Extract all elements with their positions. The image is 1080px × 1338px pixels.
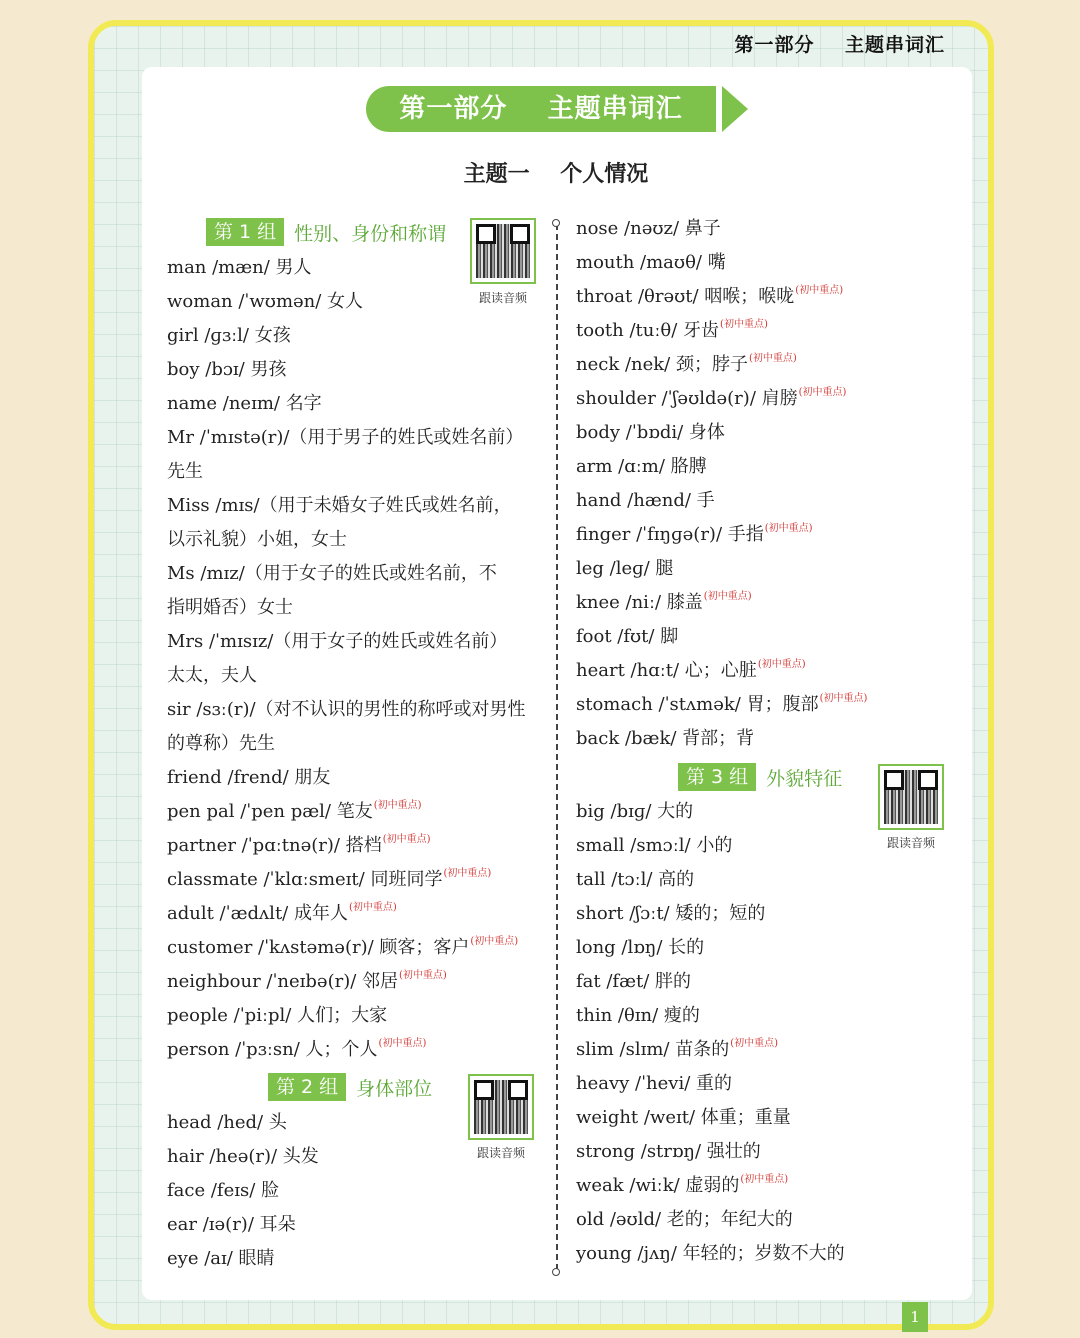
vocab-text: woman /ˈwʊmən/ 女人 [167,291,364,312]
vocab-text: girl /ɡɜːl/ 女孩 [167,325,291,346]
word-list-group-1 [167,251,526,1067]
vocab-text: sir /sɜː(r)/（对不认识的男性的称呼或对男性 [167,699,526,720]
key-point-mark: (初中重点) [382,834,431,845]
vocab-entry [576,484,867,518]
audio-qr-code-2[interactable] [468,1074,534,1140]
key-point-mark: (初中重点) [740,1174,789,1185]
vocab-text: stomach /ˈstʌmək/ 胃；腹部 [576,694,819,715]
vocab-entry [167,1242,319,1276]
vocab-entry [576,382,867,416]
vocab-text: 的尊称）先生 [167,733,275,754]
key-point-mark: (初中重点) [795,285,844,296]
vocab-entry [167,285,526,319]
vocab-text: heart /hɑːt/ 心；心脏 [576,660,757,681]
vocab-text: 太太，夫人 [167,665,257,686]
vocab-entry [167,999,526,1033]
vocab-text: arm /ɑːm/ 胳膊 [576,456,707,477]
vocab-entry [167,523,526,557]
vocab-entry [576,722,867,756]
vocab-entry [167,795,526,829]
vocab-text: body /ˈbɒdi/ 身体 [576,422,725,443]
vocab-entry [167,455,526,489]
key-point-mark: (初中重点) [443,868,492,879]
vocab-text: Mr /ˈmɪstə(r)/（用于男子的姓氏或姓名前） [167,427,524,448]
divider-top-dot-icon [552,219,560,227]
vocab-text: 先生 [167,461,203,482]
vocab-entry [167,1033,526,1067]
vocab-text: thin /θɪn/ 瘦的 [576,1005,700,1026]
vocab-text: tooth /tuːθ/ 牙齿 [576,320,720,341]
vocab-text: hair /heə(r)/ 头发 [167,1146,319,1167]
vocab-text: weak /wiːk/ 虚弱的 [576,1175,740,1196]
vocab-entry [576,314,867,348]
vocab-text: hand /hænd/ 手 [576,490,715,511]
vocab-text: customer /ˈkʌstəmə(r)/ 顾客；客户 [167,937,470,958]
qr-code-icon [474,1080,528,1134]
vocab-text: friend /frend/ 朋友 [167,767,331,788]
part-banner: 第一部分 主题串词汇 [366,86,716,132]
vocab-entry [167,659,526,693]
vocab-entry [576,931,845,965]
vocab-text: man /mæn/ 男人 [167,257,312,278]
vocab-entry [576,586,867,620]
vocab-entry [167,387,526,421]
banner-arrow-icon [722,86,748,132]
key-point-mark: (初中重点) [378,1038,427,1049]
page-number: 1 [902,1302,928,1332]
group-title: 身体部位 [356,1077,433,1100]
vocab-text: boy /bɔɪ/ 男孩 [167,359,287,380]
qr-caption: 跟读音频 [476,1146,525,1160]
vocab-entry [576,518,867,552]
key-point-mark: (初中重点) [348,902,397,913]
vocab-entry [167,353,526,387]
vocab-text: throat /θrəʊt/ 咽喉；喉咙 [576,286,795,307]
vocab-text: strong /strɒŋ/ 强壮的 [576,1141,761,1162]
qr-caption: 跟读音频 [478,291,527,305]
vocab-entry [167,319,526,353]
vocab-entry [167,897,526,931]
vocab-text: fat /fæt/ 胖的 [576,971,692,992]
vocab-entry [167,557,526,591]
vocab-entry [576,450,867,484]
key-point-mark: (初中重点) [703,591,752,602]
vocab-entry [576,552,867,586]
key-point-mark: (初中重点) [399,970,447,981]
vocab-entry [576,1101,845,1135]
running-head: 第一部分 主题串词汇 [734,34,945,56]
word-list-group-2 [167,1106,319,1276]
vocab-text: head /hed/ 头 [167,1112,287,1133]
vocab-text: tall /tɔːl/ 高的 [576,869,695,890]
vocab-text: eye /aɪ/ 眼睛 [167,1248,275,1269]
vocab-entry [576,1067,845,1101]
vocab-entry [167,251,526,285]
key-point-mark: (初中重点) [757,659,806,670]
vocab-entry [576,212,867,246]
vocab-text: ear /ɪə(r)/ 耳朵 [167,1214,296,1235]
qr-code-icon [884,770,938,824]
vocab-entry [576,795,845,829]
vocab-entry [576,620,867,654]
vocab-entry [576,965,845,999]
vocab-text: heavy /ˈhevi/ 重的 [576,1073,733,1094]
group-tag: 第 3 组 [678,763,756,791]
vocab-entry [167,1174,319,1208]
group-tag: 第 2 组 [268,1073,346,1101]
vocab-text: big /bɪɡ/ 大的 [576,801,694,822]
vocab-text: leg /leɡ/ 腿 [576,558,674,579]
vocab-entry [576,654,867,688]
vocab-text: name /neɪm/ 名字 [167,393,322,414]
vocab-entry [167,863,526,897]
key-point-mark: (初中重点) [730,1038,779,1049]
group-title: 外貌特征 [766,767,843,790]
vocab-text: foot /fʊt/ 脚 [576,626,679,647]
qr-caption: 跟读音频 [886,836,935,850]
vocab-text: people /ˈpiːpl/ 人们；大家 [167,1005,388,1026]
vocab-entry [576,897,845,931]
vocab-text: adult /ˈædʌlt/ 成年人 [167,903,348,924]
vocab-text: old /əʊld/ 老的；年纪大的 [576,1209,793,1230]
vocab-text: Mrs /ˈmɪsɪz/（用于女子的姓氏或姓名前） [167,631,508,652]
vocab-text: nose /nəʊz/ 鼻子 [576,218,721,239]
vocab-entry [167,421,526,455]
vocab-entry [576,999,845,1033]
vocab-text: Miss /mɪs/（用于未婚女子姓氏或姓名前， [167,495,512,516]
vocab-text: Ms /mɪz/（用于女子的姓氏或姓名前，不 [167,563,497,584]
vocab-entry [576,348,867,382]
key-point-mark: (初中重点) [470,936,519,947]
vocab-entry [167,1106,319,1140]
vocab-text: 指明婚否）女士 [167,597,293,618]
vocab-text: 以示礼貌）小姐，女士 [167,529,347,550]
key-point-mark: (初中重点) [748,353,797,364]
vocab-entry [167,931,526,965]
word-list-group-2-cont [576,212,867,756]
vocab-entry [576,1033,845,1067]
vocab-entry [576,416,867,450]
vocab-entry [167,829,526,863]
vocab-entry [576,1135,845,1169]
divider-bottom-dot-icon [552,1268,560,1276]
vocab-text: shoulder /ˈʃəʊldə(r)/ 肩膀 [576,388,798,409]
vocab-text: classmate /ˈklɑːsmeɪt/ 同班同学 [167,869,443,890]
vocab-text: pen pal /ˈpen pæl/ 笔友 [167,801,373,822]
vocab-text: neighbour /ˈneɪbə(r)/ 邻居 [167,971,399,992]
vocab-text: person /ˈpɜːsn/ 人；个人 [167,1039,378,1060]
key-point-mark: (初中重点) [720,319,768,330]
group-tag: 第 1 组 [206,218,284,246]
group-title: 性别、身份和称谓 [294,222,447,245]
vocab-entry [167,693,526,727]
vocab-entry [167,1140,319,1174]
vocab-text: face /feɪs/ 脸 [167,1180,280,1201]
vocab-entry [576,829,845,863]
audio-qr-code-3[interactable] [878,764,944,830]
topic-title: 主题一 个人情况 [463,162,649,187]
vocab-text: back /bæk/ 背部；背 [576,728,755,749]
vocab-text: slim /slɪm/ 苗条的 [576,1039,730,1060]
vocab-entry [576,280,867,314]
vocab-entry [167,965,526,999]
vocab-text: knee /niː/ 膝盖 [576,592,703,613]
vocab-text: neck /nek/ 颈；脖子 [576,354,748,375]
vocab-entry [167,1208,319,1242]
group-heading-2 [268,1073,432,1101]
vocab-entry [167,489,526,523]
vocab-entry [576,863,845,897]
vocab-entry [167,591,526,625]
group-heading-3 [678,763,842,791]
vocab-entry [167,625,526,659]
vocab-text: small /smɔːl/ 小的 [576,835,733,856]
key-point-mark: (初中重点) [373,800,422,811]
vocab-entry [576,246,867,280]
vocab-entry [576,1203,845,1237]
vocab-entry [576,1169,845,1203]
vocab-entry [167,761,526,795]
column-divider [556,224,558,1270]
key-point-mark: (初中重点) [819,693,868,704]
key-point-mark: (初中重点) [798,387,847,398]
key-point-mark: (初中重点) [764,523,813,534]
word-list-group-3 [576,795,845,1271]
vocab-entry [576,1237,845,1271]
vocab-text: young /jʌŋ/ 年轻的；岁数不大的 [576,1243,845,1264]
vocab-text: finger /ˈfɪŋɡə(r)/ 手指 [576,524,764,545]
vocab-entry [167,727,526,761]
group-heading-1 [206,218,446,246]
vocab-text: weight /weɪt/ 体重；重量 [576,1107,791,1128]
vocab-text: mouth /maʊθ/ 嘴 [576,252,726,273]
vocab-text: short /ʃɔːt/ 矮的；短的 [576,903,766,924]
vocab-text: partner /ˈpɑːtnə(r)/ 搭档 [167,835,382,856]
vocab-entry [576,688,867,722]
vocab-text: long /lɒŋ/ 长的 [576,937,705,958]
